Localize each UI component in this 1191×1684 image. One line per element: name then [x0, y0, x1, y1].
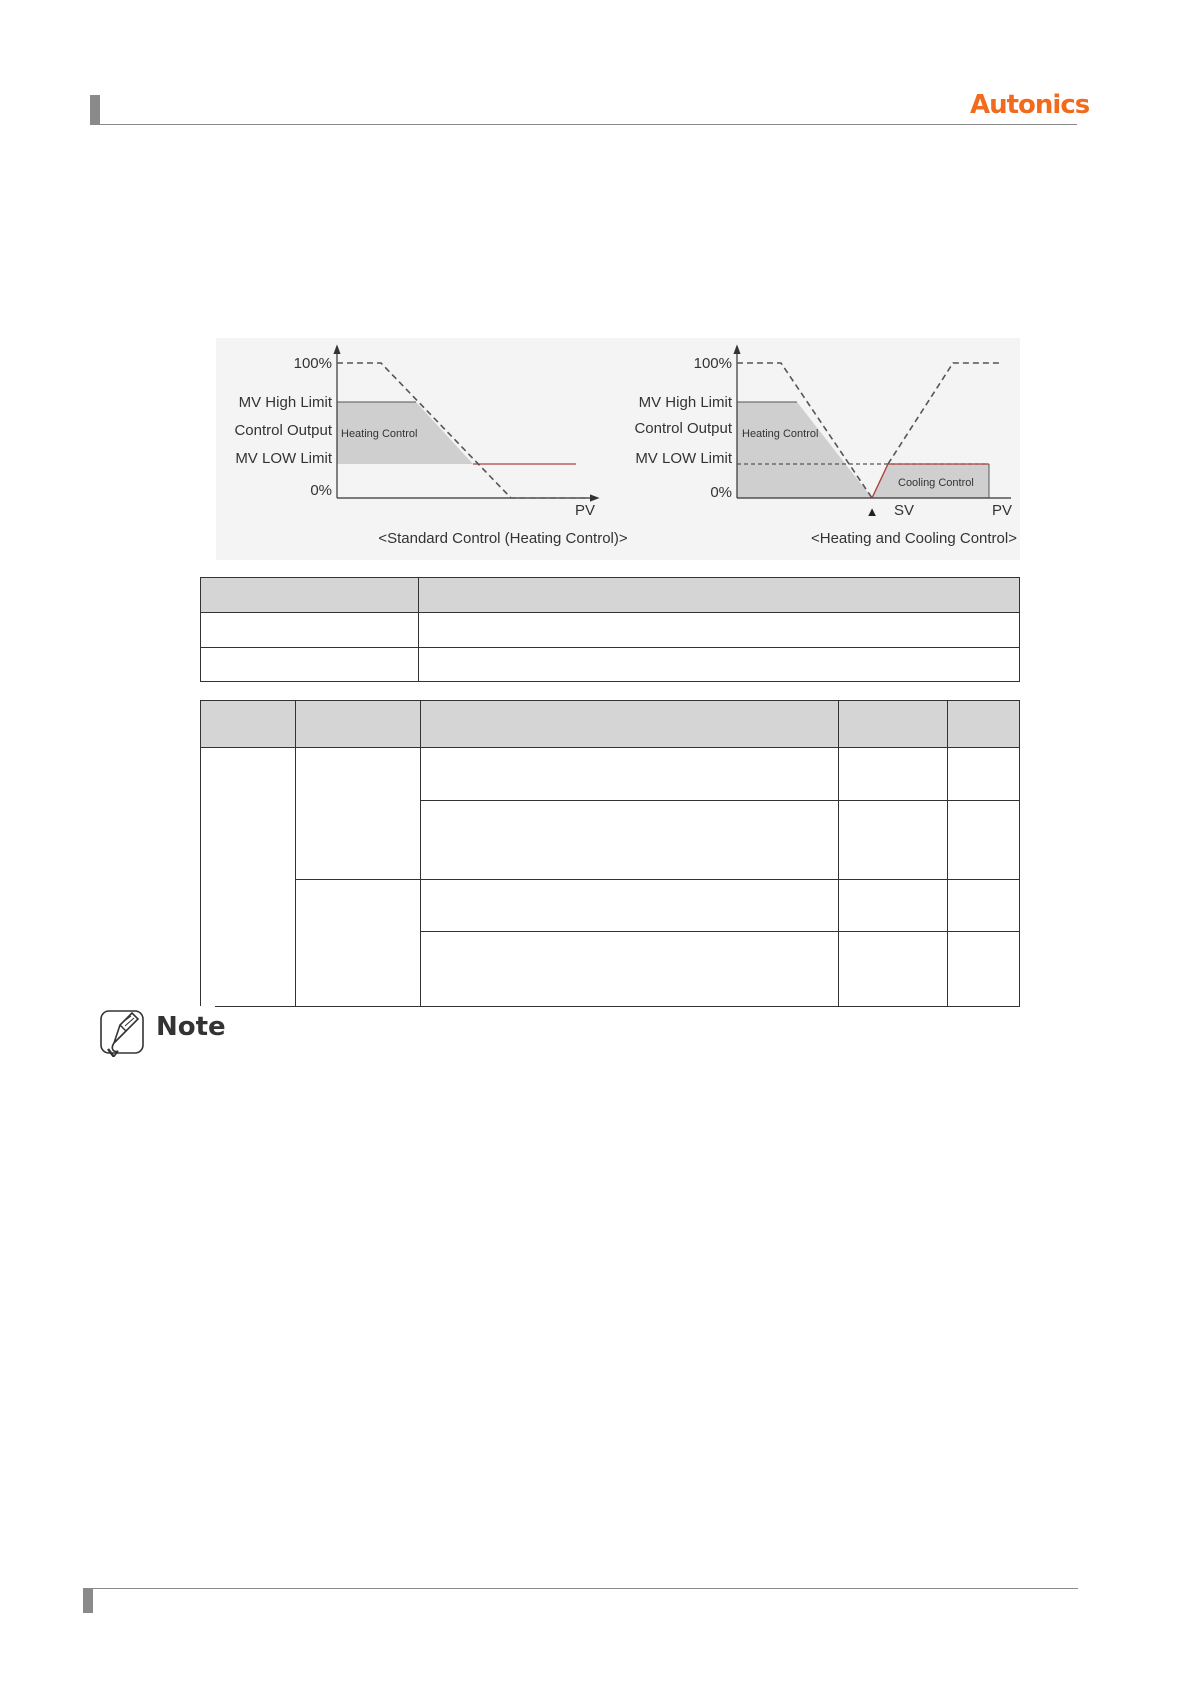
table-cell: [947, 748, 1019, 801]
table-cell: [838, 748, 947, 801]
table-cell: [295, 880, 421, 1007]
table-header-cell: [838, 701, 947, 748]
table-header-cell: [947, 701, 1019, 748]
sv-marker-icon: ▲: [865, 504, 879, 519]
table-header-cell: [201, 701, 296, 748]
parameter-summary-table: [200, 577, 1020, 682]
table-header-cell: [201, 578, 419, 613]
table-header-row: [201, 578, 1020, 613]
table-cell: [947, 801, 1019, 880]
table-cell: [421, 932, 839, 1007]
right-y-label-control-output: Control Output: [634, 420, 732, 437]
table-cell: [838, 880, 947, 932]
footer-bar: [83, 1588, 93, 1613]
heating-cooling-chart: [634, 348, 1017, 547]
note-pencil-icon: [98, 1007, 148, 1057]
table-cell: [201, 748, 296, 1007]
left-y-label-0: 0%: [310, 482, 332, 499]
table-cell: [838, 801, 947, 880]
left-x-label: PV: [574, 502, 596, 519]
table-header-cell: [421, 701, 839, 748]
table-cell: [421, 880, 839, 932]
parameter-setting-table: [200, 700, 1020, 1007]
table-row: [201, 880, 1020, 932]
table-cell: [421, 748, 839, 801]
table-header-row: [201, 701, 1020, 748]
right-y-label-100: 100%: [693, 355, 732, 372]
mv-limit-diagram: [216, 338, 1020, 560]
footer-rule: [93, 1588, 1078, 1589]
table-cell: [947, 880, 1019, 932]
table-row: [201, 613, 1020, 648]
right-sv-label: SV: [893, 502, 915, 519]
left-y-label-mv-high: MV High Limit: [238, 394, 332, 411]
table-cell: [421, 801, 839, 880]
right-y-label-mv-high: MV High Limit: [638, 394, 732, 411]
right-region-label-cool: Cooling Control: [898, 477, 974, 489]
left-region-label: Heating Control: [341, 428, 418, 440]
right-caption: <Heating and Cooling Control>: [811, 530, 1017, 547]
table-cell: [838, 932, 947, 1007]
table-cell: [418, 613, 1019, 648]
table-row: [201, 748, 1020, 801]
autonics-logo: Autonics: [970, 90, 1090, 120]
left-caption: <Standard Control (Heating Control)>: [378, 530, 628, 547]
left-y-label-control-output: Control Output: [234, 422, 332, 439]
header-rule: [100, 124, 1077, 125]
table-header-cell: [295, 701, 421, 748]
right-y-label-mv-low: MV LOW Limit: [635, 450, 732, 467]
table-cell: [295, 748, 421, 880]
note-title: Note: [156, 1012, 226, 1042]
table-header-cell: [418, 578, 1019, 613]
table-cell: [201, 613, 419, 648]
mv-limit-figure: [216, 338, 1020, 560]
table-cell: [947, 932, 1019, 1007]
left-y-label-100: 100%: [293, 355, 332, 372]
table-cell: [201, 648, 419, 682]
table-row: [201, 648, 1020, 682]
left-y-label-mv-low: MV LOW Limit: [235, 450, 332, 467]
right-x-label: PV: [991, 502, 1013, 519]
table-cell: [418, 648, 1019, 682]
standard-control-chart: [234, 348, 627, 547]
right-y-label-0: 0%: [710, 484, 732, 501]
header-bar: [90, 95, 100, 125]
right-region-label-heat: Heating Control: [742, 428, 819, 440]
